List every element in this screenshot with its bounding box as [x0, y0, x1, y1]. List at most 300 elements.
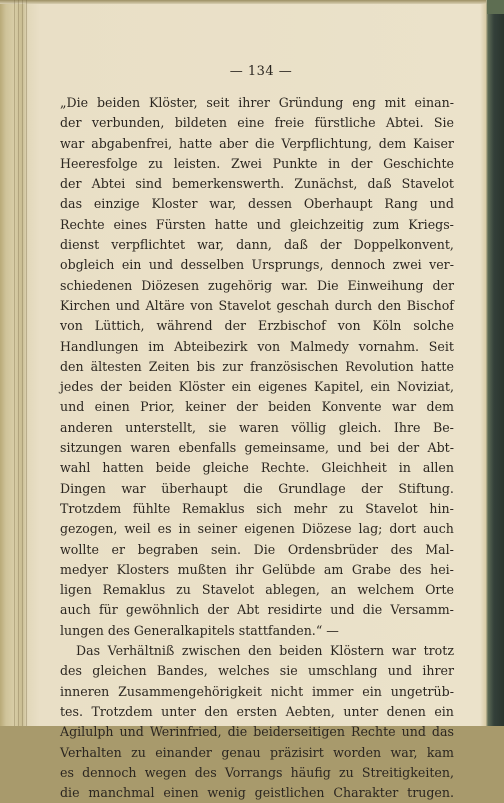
page-text-block: [60, 64, 454, 803]
word: manchmal: [88, 785, 155, 801]
word: in: [398, 460, 411, 476]
text-line: [60, 296, 454, 316]
word: eine: [237, 115, 265, 131]
word: Zeiten: [148, 358, 190, 374]
word: Punkte: [272, 155, 318, 171]
word: von: [190, 297, 214, 313]
word: einen: [94, 399, 130, 415]
word: Grabe: [351, 561, 391, 577]
word: ersten: [236, 703, 278, 719]
word: Kriegs-: [408, 216, 454, 232]
word: das: [431, 724, 454, 740]
word: dessen: [248, 196, 293, 212]
word: den: [377, 297, 402, 313]
text-line: [60, 276, 454, 296]
word: Verpflichtung,: [281, 135, 372, 151]
word: Verhältniß: [107, 643, 175, 659]
word: Oberhaupt: [303, 196, 373, 212]
word: Verhalten: [60, 744, 122, 760]
text-line: [60, 641, 454, 661]
word: unterstellt,: [125, 419, 197, 435]
text-line: [60, 682, 454, 702]
word: Klosters: [116, 561, 170, 577]
word: weil: [124, 521, 151, 537]
word: sie: [208, 419, 227, 435]
word: Versamm-: [390, 602, 454, 618]
word: es: [60, 764, 74, 780]
word: Malmedy: [289, 338, 349, 354]
text-line: [60, 783, 454, 803]
word: hatten: [102, 460, 144, 476]
word: verpflichtet: [111, 237, 186, 253]
word: der: [361, 480, 383, 496]
word: beiden: [128, 379, 172, 395]
word: beiden: [96, 95, 141, 110]
word: medyer: [60, 561, 109, 577]
word: verbunden,: [91, 115, 165, 131]
word: keiner: [185, 399, 226, 415]
word: Werinfried,: [149, 724, 222, 740]
word: sind: [135, 176, 163, 192]
word: zu: [339, 764, 354, 780]
text-line: [60, 661, 454, 681]
word: Abt: [237, 602, 260, 618]
word: fürstliche: [314, 115, 376, 131]
word: und: [115, 297, 140, 313]
word: seit: [206, 95, 230, 110]
word: unter: [161, 703, 196, 719]
word: sich: [256, 500, 282, 516]
word: und: [119, 724, 144, 740]
word: Klöster,: [148, 95, 198, 110]
word: er: [111, 541, 126, 557]
word: Bandes,: [156, 663, 208, 679]
word: Aebten,: [285, 703, 335, 719]
word: abgabenfrei,: [91, 135, 173, 151]
word: des: [390, 541, 413, 557]
word: beiden: [268, 399, 312, 415]
word: zu: [176, 582, 191, 598]
text-line: [60, 580, 454, 600]
word: überhaupt: [161, 480, 228, 496]
word: Rechte.: [260, 460, 310, 476]
word: Remaklus: [102, 582, 166, 598]
word: beiden: [279, 643, 323, 659]
word: zwei: [392, 257, 422, 273]
text-line: [60, 337, 454, 357]
word: umschlang: [308, 663, 378, 679]
text-line: [60, 215, 454, 235]
word: der: [224, 318, 247, 334]
word: an: [330, 582, 347, 598]
word: gleichen: [92, 663, 147, 679]
word: ein: [362, 683, 382, 699]
word: wegen: [144, 764, 187, 780]
word: Fürsten: [155, 216, 206, 232]
word: Klöster: [178, 379, 225, 395]
text-line: [60, 438, 454, 458]
text-line: [60, 93, 454, 113]
word: gemeinsame,: [244, 440, 329, 456]
word: „Die: [60, 95, 89, 110]
word: dann,: [236, 237, 272, 253]
word: den: [248, 643, 272, 659]
word: Stavelot: [401, 176, 454, 192]
word: der: [207, 602, 229, 618]
word: zu: [131, 744, 146, 760]
word: am: [323, 561, 344, 577]
word: sitzungen: [60, 440, 123, 456]
word: mehr: [293, 500, 328, 516]
word: seiner: [197, 521, 238, 537]
text-line: [60, 134, 454, 154]
word: denen: [386, 703, 426, 719]
word: schiedenen: [60, 277, 133, 293]
word: Revolution: [345, 358, 414, 374]
word: ver-: [429, 257, 454, 273]
word: und: [60, 399, 85, 415]
text-line: [60, 174, 454, 194]
word: Rechte: [350, 724, 396, 740]
word: Köln: [372, 318, 402, 334]
word: Die: [316, 277, 339, 293]
word: Altäre: [145, 297, 185, 313]
word: war: [391, 643, 417, 659]
word: Gleichheit: [321, 460, 387, 476]
word: aber: [219, 135, 249, 151]
word: ihrer: [422, 663, 454, 679]
word: beide: [155, 460, 191, 476]
word: wenig: [207, 785, 246, 801]
word: geistlichen: [254, 785, 325, 801]
word: von: [257, 338, 281, 354]
word: zum: [372, 216, 400, 232]
word: völlig: [291, 419, 327, 435]
word: Ordensbrüder: [287, 541, 379, 557]
word: bis: [196, 358, 216, 374]
word: von: [60, 318, 83, 334]
word: Kaiser: [413, 135, 454, 151]
word: genau: [221, 744, 261, 760]
word: Abteibezirk: [174, 338, 248, 354]
text-line: [60, 600, 454, 620]
word: der: [432, 277, 454, 293]
word: präzisirt: [269, 744, 324, 760]
word: war,: [197, 237, 225, 253]
text-line: [60, 316, 454, 336]
body-text: [60, 93, 454, 803]
word: gewöhnlich: [125, 602, 200, 618]
word: war: [121, 480, 146, 496]
word: Agilulph: [60, 724, 114, 740]
word: Trotzdem: [60, 500, 122, 516]
word: Be-: [432, 419, 454, 435]
text-line: [60, 113, 454, 133]
word: zur: [222, 358, 243, 374]
word: zwischen: [181, 643, 241, 659]
word: Erzbischof: [258, 318, 326, 334]
word: waren: [130, 440, 171, 456]
word: zu: [148, 155, 164, 171]
word: Gelübde: [262, 561, 316, 577]
word: des: [107, 622, 134, 638]
word: Vorrangs: [224, 764, 283, 780]
word: die: [255, 135, 275, 151]
word: daß: [283, 237, 308, 253]
word: Mal-: [425, 541, 454, 557]
word: hatte: [420, 358, 454, 374]
word: in: [328, 155, 341, 171]
word: der: [60, 115, 82, 131]
word: der: [236, 399, 258, 415]
word: des: [60, 663, 82, 679]
word: gleiche: [202, 460, 249, 476]
word: Doppelkonvent,: [353, 237, 454, 253]
word: fühlte: [132, 500, 171, 516]
word: der: [319, 237, 342, 253]
word: hatte: [179, 135, 213, 151]
word: und: [429, 196, 454, 212]
word: Orte: [425, 582, 454, 598]
word: hatte: [214, 216, 248, 232]
word: sie: [279, 663, 298, 679]
word: war: [60, 135, 85, 151]
word: der: [350, 155, 373, 171]
word: im: [148, 338, 165, 354]
word: Konvente: [321, 399, 382, 415]
word: desselben: [180, 257, 245, 273]
text-line: [60, 194, 454, 214]
word: leisten.: [173, 155, 221, 171]
text-line: [60, 397, 454, 417]
word: und: [256, 216, 281, 232]
word: des: [194, 764, 217, 780]
text-line: [60, 702, 454, 722]
word: auch: [423, 521, 454, 537]
stacked-page-edges: [14, 0, 30, 726]
word: einander: [155, 744, 212, 760]
word: Bischof: [406, 297, 454, 313]
text-line: [60, 540, 454, 560]
word: ihr: [235, 561, 254, 577]
word: zugehörig: [208, 277, 273, 293]
word: ungetrüb-: [390, 683, 454, 699]
word: trugen.: [407, 785, 454, 801]
word: Stavelot: [365, 500, 418, 516]
word: dem: [378, 135, 407, 151]
word: obgleich: [60, 257, 115, 273]
word: bildeten: [174, 115, 227, 131]
word: inneren: [60, 683, 110, 699]
word: während: [156, 318, 213, 334]
word: Generalkapitels: [133, 622, 239, 638]
word: Einweihung: [347, 277, 424, 293]
word: es: [157, 521, 172, 537]
word: Prior,: [140, 399, 175, 415]
word: ein: [121, 257, 142, 273]
word: Sie: [433, 115, 454, 131]
word: solche: [413, 318, 454, 334]
word: eines: [113, 216, 147, 232]
word: Kapitel,: [314, 379, 364, 395]
page-top-edge: [0, 0, 487, 4]
word: dennoch: [330, 257, 386, 273]
page-number: — 134 —: [229, 64, 293, 79]
word: Ursprungs,: [251, 257, 324, 273]
word: bemerkenswerth.: [172, 176, 285, 192]
word: und: [387, 663, 413, 679]
word: unter: [343, 703, 379, 719]
word: Das: [76, 643, 101, 659]
word: anderen: [60, 419, 113, 435]
word: mußten: [177, 561, 227, 577]
word: ablegen,: [265, 582, 320, 598]
word: ligen: [60, 582, 92, 598]
text-line: [60, 722, 454, 742]
word: freie: [274, 115, 305, 131]
word: kam: [426, 744, 454, 760]
word: Ihre: [393, 419, 421, 435]
text-line: [60, 418, 454, 438]
word: und: [337, 440, 362, 456]
word: und: [148, 257, 174, 273]
word: welchem: [357, 582, 415, 598]
word: gezogen,: [60, 521, 118, 537]
word: und: [330, 602, 355, 618]
word: die: [227, 724, 248, 740]
word: französischen: [249, 358, 339, 374]
text-line: [60, 458, 454, 478]
word: von: [337, 318, 361, 334]
word: Abt-: [427, 440, 454, 456]
word: Stavelot: [218, 297, 271, 313]
word: ein: [231, 379, 252, 395]
word: einzige: [93, 196, 140, 212]
word: Abtei: [91, 176, 126, 192]
word: der: [397, 440, 420, 456]
word: hei-: [430, 561, 454, 577]
word: Kloster: [151, 196, 198, 212]
word: Gründung: [278, 95, 344, 110]
cover-corner: [487, 0, 504, 14]
word: das: [60, 196, 83, 212]
word: einen: [163, 785, 199, 801]
word: die: [243, 480, 263, 496]
word: waren: [238, 419, 279, 435]
word: Trotzdem: [91, 703, 153, 719]
word: dienst: [60, 237, 100, 253]
word: häufig: [290, 764, 331, 780]
word: Stiftung.: [398, 480, 454, 496]
word: wahl: [60, 460, 91, 476]
word: hin-: [429, 500, 454, 516]
word: dem: [426, 399, 454, 415]
word: beiderseitigen: [253, 724, 345, 740]
text-line: [60, 255, 454, 275]
word: war,: [209, 196, 237, 212]
word: vornahm.: [358, 338, 420, 354]
word: sein.: [210, 541, 242, 557]
word: geschah: [276, 297, 330, 313]
word: Stavelot: [201, 582, 255, 598]
word: Abtei.: [385, 115, 424, 131]
word: lungen: [60, 622, 108, 638]
word: nicht: [270, 683, 304, 699]
text-line: [60, 377, 454, 397]
word: einan-: [414, 95, 454, 110]
word: Rang: [384, 196, 418, 212]
word: Grundlage: [278, 480, 346, 496]
text-line: [60, 154, 454, 174]
word: Kirchen: [60, 297, 111, 313]
text-line: [60, 357, 454, 377]
word: die: [362, 602, 383, 618]
word: Zunächst,: [294, 176, 358, 192]
word: auch: [60, 602, 91, 618]
text-line: [60, 479, 454, 499]
word: tes.: [60, 703, 83, 719]
book-cover-edge: [486, 0, 504, 726]
word: Rechte: [60, 216, 105, 232]
word: Lüttich,: [94, 318, 145, 334]
word: eigenes: [258, 379, 308, 395]
word: jedes: [60, 379, 94, 395]
word: allen: [422, 460, 454, 476]
word: Handlungen: [60, 338, 139, 354]
text-line: [60, 499, 454, 519]
word: Heeresfolge: [60, 155, 138, 171]
word: Noviziat,: [396, 379, 454, 395]
text-line: [60, 560, 454, 580]
word: Diözese: [301, 521, 352, 537]
word: Zusammengehörigkeit: [118, 683, 262, 699]
word: Remaklus: [181, 500, 245, 516]
word: war.: [281, 277, 309, 293]
word: Zwei: [230, 155, 262, 171]
word: Dingen: [60, 480, 106, 496]
word: gleich.: [338, 419, 382, 435]
word: der: [100, 379, 122, 395]
word: Streitigkeiten,: [361, 764, 454, 780]
word: immer: [312, 683, 354, 699]
word: der: [60, 176, 82, 192]
word: worden: [333, 744, 382, 760]
word: bei: [369, 440, 390, 456]
word: ebenfalls: [178, 440, 237, 456]
word: —: [326, 622, 339, 638]
word: gleichzeitig: [289, 216, 364, 232]
word: des: [399, 561, 422, 577]
word: begraben: [137, 541, 199, 557]
word: dort: [389, 521, 417, 537]
word: in: [178, 521, 191, 537]
word: war,: [390, 744, 418, 760]
word: ein: [434, 703, 454, 719]
word: zu: [338, 500, 354, 516]
word: trotz: [423, 643, 454, 659]
word: den: [60, 358, 84, 374]
word: eigenen: [244, 521, 295, 537]
word: Geschichte: [383, 155, 454, 171]
word: welches: [218, 663, 270, 679]
word: ältesten: [90, 358, 142, 374]
word: lag;: [358, 521, 383, 537]
word: den: [204, 703, 229, 719]
word: dennoch: [82, 764, 137, 780]
text-line: [60, 519, 454, 539]
word: ein: [370, 379, 391, 395]
word: die: [60, 785, 80, 801]
